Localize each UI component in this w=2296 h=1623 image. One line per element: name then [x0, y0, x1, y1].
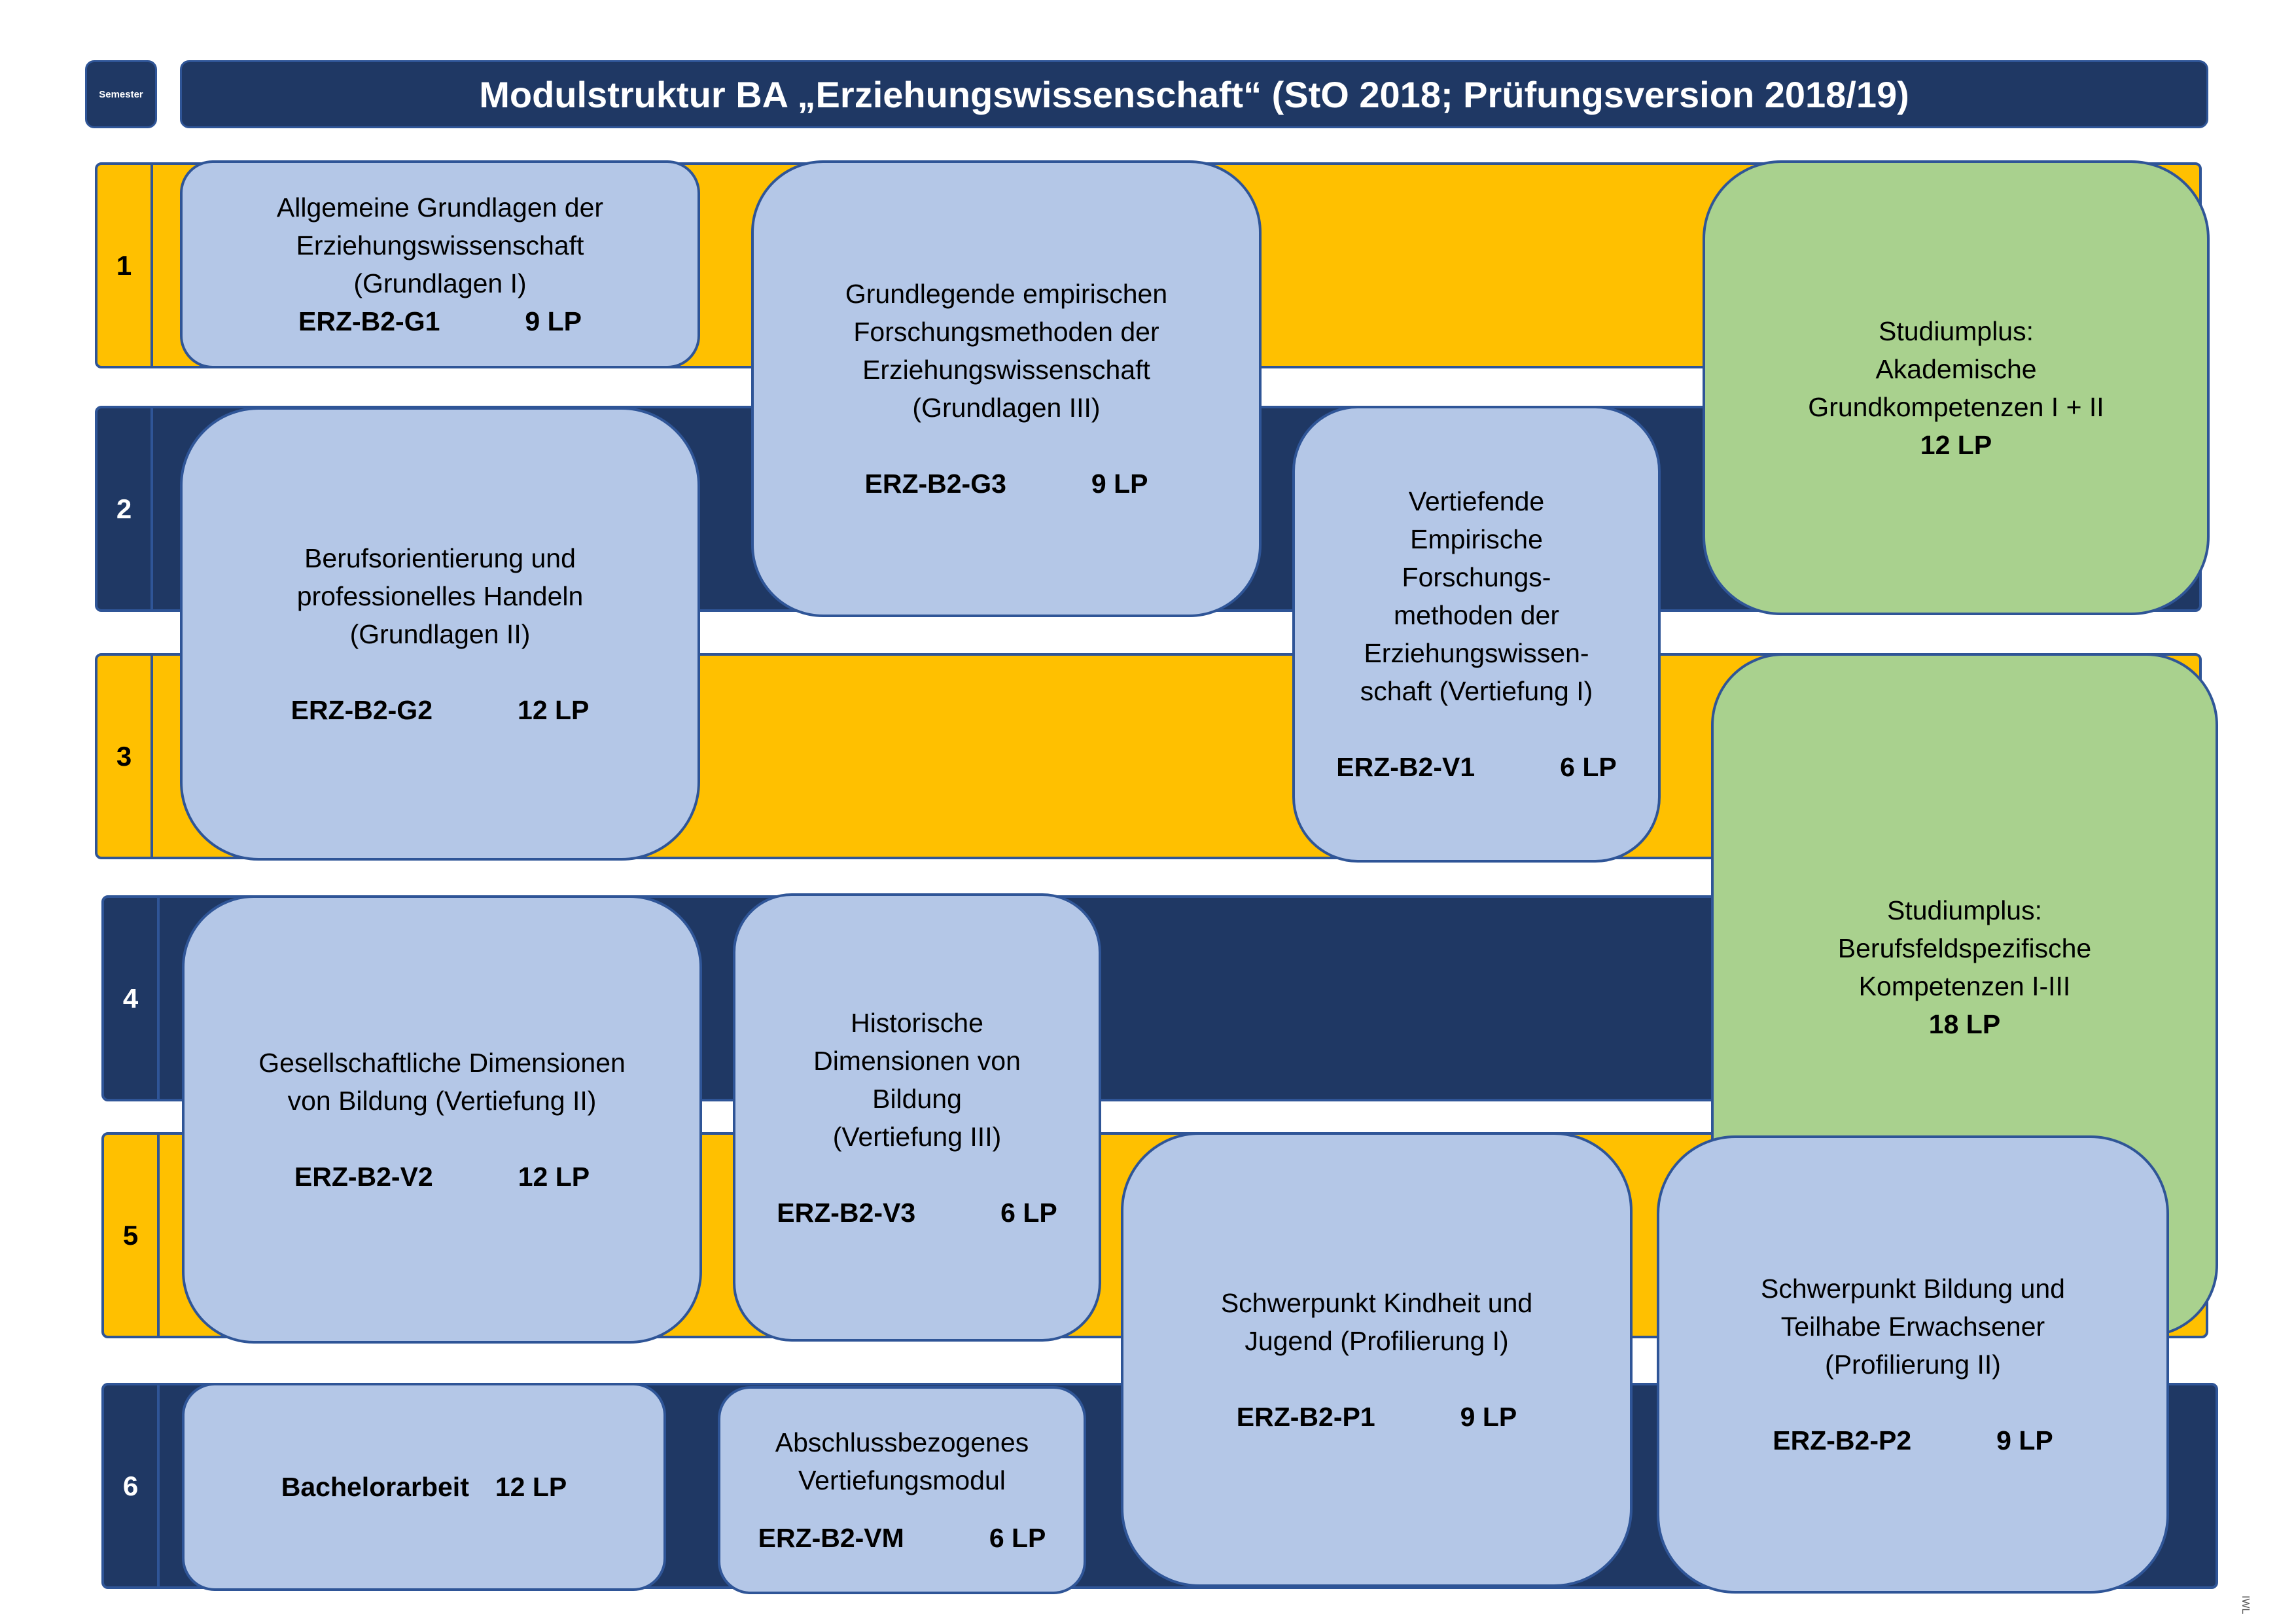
- module-description: Vertiefende Empirische Forschungs- methoden der Erziehungswissen- schaft (Vertiefung I): [1360, 486, 1593, 706]
- module-description: Studiumplus: Berufsfeldspezifische Kompetenzen I-III: [1837, 895, 2092, 1001]
- module-code-row: [1336, 748, 1616, 786]
- module-erz-b2-vm: [718, 1386, 1086, 1594]
- module-code-row: [294, 1158, 590, 1196]
- module-description: Studiumplus: Akademische Grundkompetenzen I + II: [1808, 315, 2104, 422]
- watermark: IWL: [2240, 1596, 2251, 1614]
- module-code-row: [864, 465, 1148, 503]
- module-credits: 6 LP: [989, 1523, 1046, 1553]
- module-code: ERZ-B2-V1: [1336, 752, 1475, 782]
- module-code: ERZ-B2-V3: [777, 1197, 916, 1228]
- module-erz-b2-p2: [1657, 1135, 2169, 1594]
- module-description: Grundlegende empirischen Forschungsmethoden der Erziehungswissenschaft (Grundlagen III): [845, 279, 1168, 423]
- module-code: ERZ-B2-G1: [298, 306, 440, 336]
- semester-number-2: 2: [97, 408, 153, 609]
- semester-number-1: 1: [97, 165, 153, 366]
- module-title: Bachelorarbeit: [281, 1472, 469, 1502]
- module-credits: 6 LP: [1000, 1197, 1057, 1228]
- module-code-row: [1773, 1421, 2053, 1459]
- diagram-title-text: Modulstruktur BA „Erziehungswissenschaft“ (StO 2018; Prüfungsversion 2018/19): [479, 73, 1909, 115]
- module-erz-b2-v2: [182, 895, 702, 1344]
- semester-number-3: 3: [97, 656, 153, 857]
- module-code: ERZ-B2-V2: [294, 1161, 433, 1192]
- module-description: Gesellschaftliche Dimensionen von Bildung (Vertiefung II): [258, 1047, 626, 1116]
- module-code: ERZ-B2-G2: [291, 694, 433, 725]
- module-bachelorarbeit: [182, 1383, 666, 1591]
- module-code-row: [281, 1468, 567, 1506]
- module-code: ERZ-B2-VM: [758, 1523, 904, 1553]
- module-code-row: [758, 1519, 1046, 1557]
- module-credits: 12 LP: [495, 1472, 567, 1502]
- semester-header-label: [85, 60, 157, 128]
- module-description: Historische Dimensionen von Bildung (Vertiefung III): [813, 1007, 1021, 1152]
- semester-header-text: Semester: [99, 88, 143, 100]
- module-description: Abschlussbezogenes Vertiefungsmodul: [775, 1427, 1029, 1495]
- module-credits: 9 LP: [1996, 1425, 2053, 1455]
- module-description: Schwerpunkt Bildung und Teilhabe Erwachsener (Profilierung II): [1761, 1274, 2065, 1380]
- module-erz-b2-p1: [1121, 1132, 1633, 1587]
- module-credits: 6 LP: [1560, 752, 1617, 782]
- module-erz-b2-g1: [180, 160, 700, 368]
- module-erz-b2-v1: [1292, 406, 1661, 863]
- module-erz-b2-v3: [733, 893, 1101, 1342]
- module-description: Schwerpunkt Kindheit und Jugend (Profilierung I): [1220, 1287, 1533, 1356]
- module-credits: 9 LP: [525, 306, 582, 336]
- module-credits: 9 LP: [1091, 469, 1148, 499]
- semester-number-5: 5: [104, 1135, 160, 1336]
- module-code-row: [291, 691, 590, 729]
- semester-number-6: 6: [104, 1385, 160, 1586]
- diagram-title: [180, 60, 2208, 128]
- module-code: ERZ-B2-G3: [864, 469, 1006, 499]
- module-credits: 12 LP: [518, 1161, 590, 1192]
- semester-number-4: 4: [104, 898, 160, 1099]
- module-code-row: [777, 1194, 1057, 1232]
- module-erz-b2-g3: [751, 160, 1262, 617]
- module-description: Berufsorientierung und professionelles Handeln (Grundlagen II): [296, 543, 584, 649]
- module-code: ERZ-B2-P1: [1236, 1401, 1375, 1432]
- module-code-row: [298, 302, 582, 340]
- module-credits: 9 LP: [1460, 1401, 1517, 1432]
- module-credits: 12 LP: [1920, 429, 1992, 460]
- module-code-row: [1237, 1398, 1517, 1436]
- module-studiumplus-akademische-grundkompetenzen: [1703, 160, 2210, 615]
- module-credits: 18 LP: [1928, 1009, 2001, 1039]
- module-credits: 12 LP: [518, 694, 590, 725]
- module-erz-b2-g2: [180, 407, 700, 861]
- module-description: Allgemeine Grundlagen der Erziehungswissenschaft (Grundlagen I): [276, 192, 604, 298]
- module-code: ERZ-B2-P2: [1773, 1425, 1912, 1455]
